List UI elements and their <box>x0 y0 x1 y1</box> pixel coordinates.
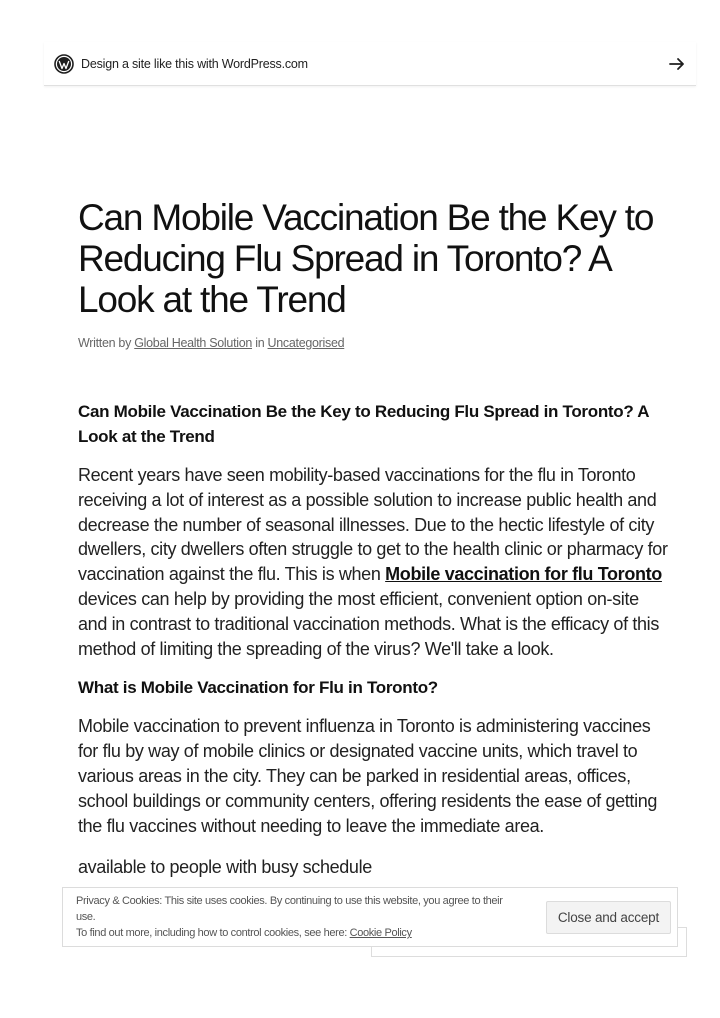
byline-written-by: Written by <box>78 336 132 350</box>
wordpress-logo-icon <box>54 54 74 74</box>
close-and-accept-button[interactable]: Close and accept <box>546 901 671 934</box>
para1-text-after: devices can help by providing the most efficient, convenient option on-site and in contrast to traditional vaccination methods. What is the efficacy of this method of limiting the spreading of the virus? We'll take a look. <box>78 588 659 659</box>
cookie-banner-text <box>76 893 516 941</box>
wordpress-promo-bar[interactable] <box>44 42 696 86</box>
cookie-policy-link[interactable]: Cookie Policy <box>349 927 412 939</box>
cookie-banner <box>62 887 678 947</box>
post-title: Can Mobile Vaccination Be the Key to Reducing Flu Spread in Toronto? A Look at the Trend <box>78 197 654 320</box>
content-heading-1: Can Mobile Vaccination Be the Key to Reducing Flu Spread in Toronto? A Look at the Trend <box>78 402 649 446</box>
byline-in: in <box>255 336 265 350</box>
cookie-text-line2 <box>76 925 516 941</box>
arrow-right-icon[interactable] <box>668 55 686 73</box>
post-byline <box>78 336 344 350</box>
cookie-text-prefix: To find out more, including how to control cookies, see here: <box>76 927 350 939</box>
wordpress-promo-text[interactable]: Design a site like this with WordPress.com <box>81 56 308 71</box>
category-link[interactable]: Uncategorised <box>267 336 345 350</box>
mobile-vaccination-link[interactable]: Mobile vaccination for flu Toronto <box>385 564 662 585</box>
content-heading-2: What is Mobile Vaccination for Flu in Toronto? <box>78 678 438 698</box>
author-link[interactable]: Global Health Solution <box>134 336 253 350</box>
content-paragraph-3: available to people with busy schedule <box>78 857 372 878</box>
content-paragraph-2: Mobile vaccination to prevent influenza in Toronto is administering vaccines for flu by way of mobile clinics or designated vaccine units, which travel to various areas in the city. They can be parked in residential areas, offices, school buildings or community centers, offering residents the ease of getting the flu vaccines without needing to leave the immediate area. <box>78 716 658 836</box>
para1-text-before: Recent years have seen mobility-based vaccinations for the flu in Toronto receiving a lot of interest as a possible solution to increase public health and decrease the number of seasonal illnesses. Due to the hectic lifestyle of city dwellers, city dwellers often struggle to get to the health clinic or pharmacy for vaccination against the flu. This is when <box>78 465 668 585</box>
cookie-text-line1: Privacy & Cookies: This site uses cookies. By continuing to use this website, you agree to their use. <box>76 895 503 923</box>
wordpress-promo-link[interactable] <box>54 54 308 74</box>
content-paragraph-1 <box>78 463 670 661</box>
post-content <box>78 399 670 880</box>
